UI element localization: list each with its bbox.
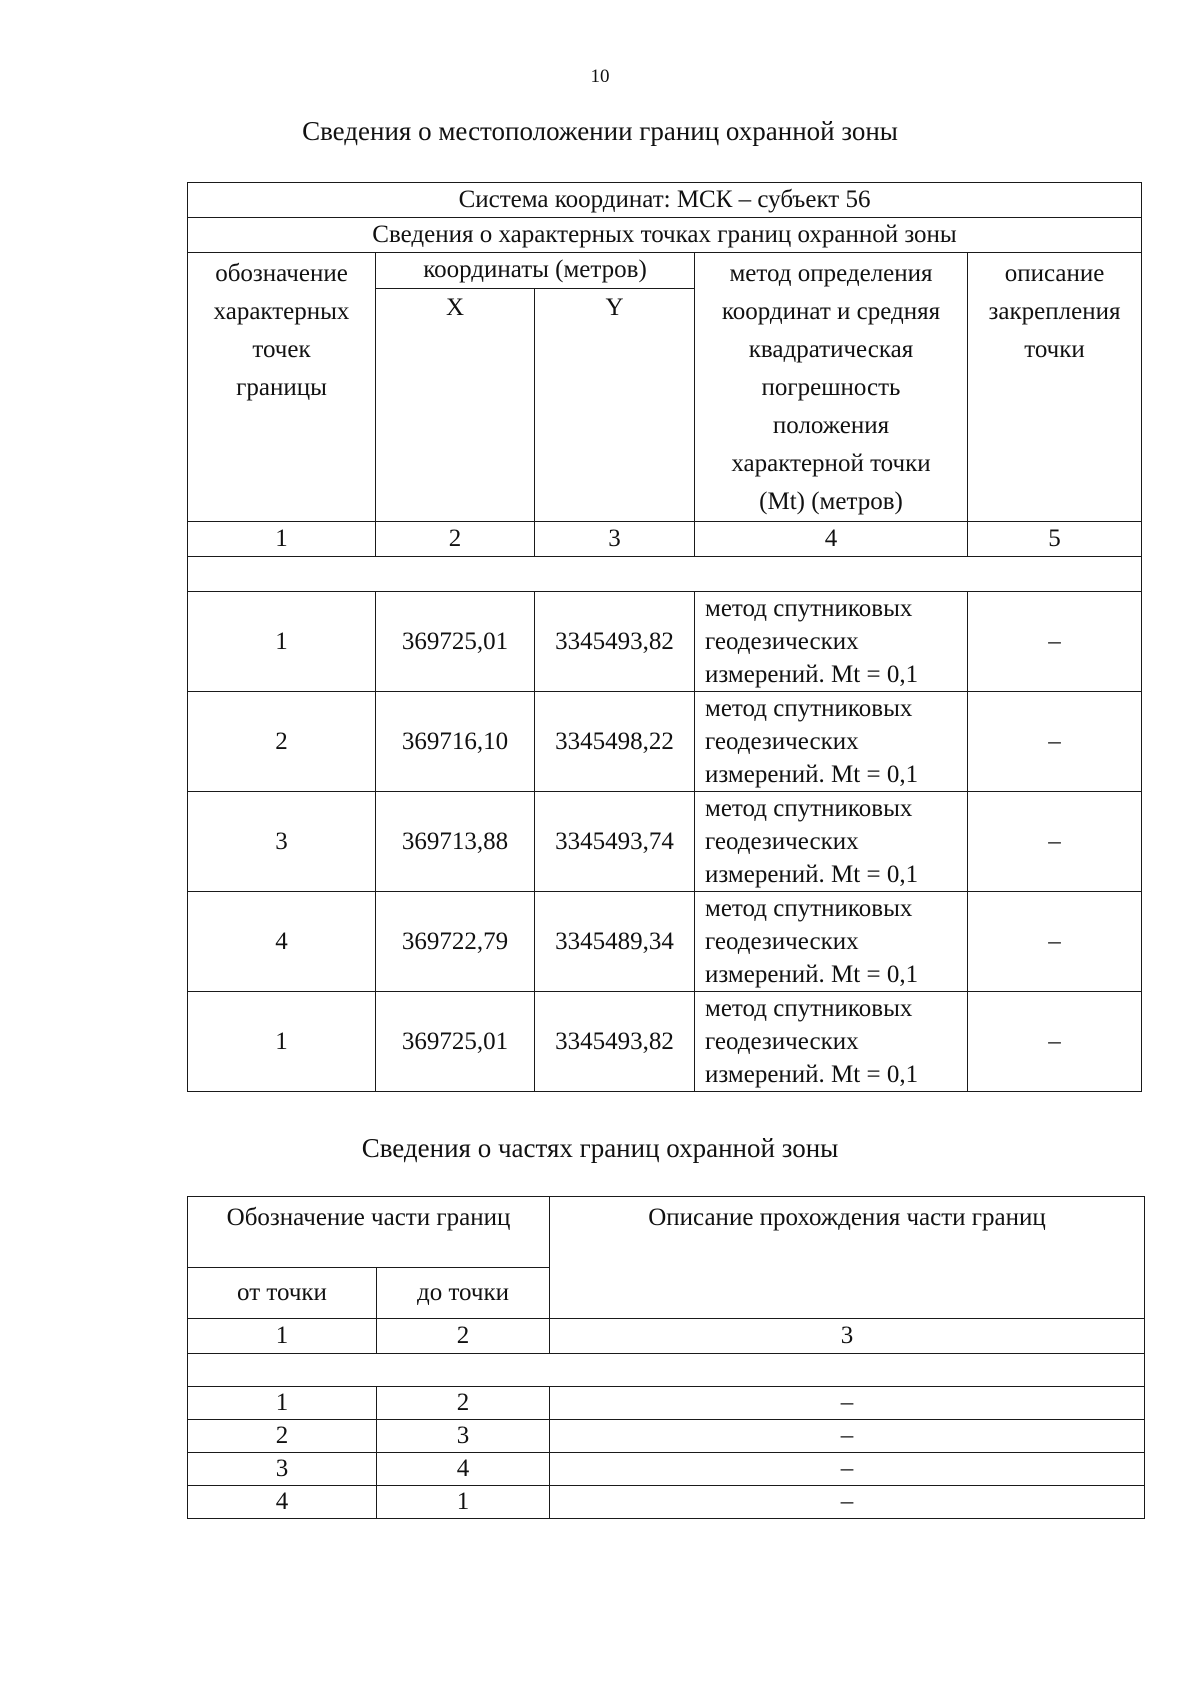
- header-fixing-line: точки: [1024, 336, 1085, 363]
- y-coordinate: 3345493,82: [535, 592, 695, 692]
- table-row: [188, 1387, 1145, 1420]
- column-number: 1: [188, 522, 376, 557]
- column-number: 5: [968, 522, 1142, 557]
- header-designation-line: характерных: [213, 298, 350, 325]
- header-y: Y: [535, 288, 695, 521]
- method-cell: [695, 792, 968, 892]
- y-coordinate: 3345498,22: [535, 692, 695, 792]
- fixing-description: –: [968, 892, 1142, 992]
- header-method-line: характерной точки: [731, 450, 931, 477]
- fixing-description: –: [968, 592, 1142, 692]
- from-point: 4: [188, 1486, 377, 1519]
- x-coordinate: 369713,88: [376, 792, 535, 892]
- method-line: метод спутниковых: [705, 695, 913, 722]
- from-point: 1: [188, 1387, 377, 1420]
- header-method-line: погрешность: [761, 374, 901, 401]
- table-row: [188, 1453, 1145, 1486]
- header-method-line: координат и средняя: [721, 298, 941, 325]
- header-method-line: квадратическая: [748, 336, 914, 363]
- to-point: 2: [377, 1387, 550, 1420]
- part-description: –: [550, 1420, 1145, 1453]
- method-line: геодезических: [705, 928, 859, 955]
- method-line: геодезических: [705, 1028, 859, 1055]
- point-number: 4: [188, 892, 376, 992]
- method-cell: [695, 992, 968, 1092]
- point-number: 2: [188, 692, 376, 792]
- boundary-points-table: [187, 182, 1142, 1092]
- table-row: [188, 892, 1142, 992]
- header-fixing: [968, 253, 1142, 522]
- x-coordinate: 369725,01: [376, 992, 535, 1092]
- empty-row: [188, 557, 1142, 592]
- x-coordinate: 369716,10: [376, 692, 535, 792]
- from-point: 2: [188, 1420, 377, 1453]
- method-cell: [695, 592, 968, 692]
- y-coordinate: 3345489,34: [535, 892, 695, 992]
- table-row: [188, 1420, 1145, 1453]
- y-coordinate: 3345493,74: [535, 792, 695, 892]
- part-description: –: [550, 1486, 1145, 1519]
- header-from-point: от точки: [188, 1268, 377, 1319]
- method-line: измерений. Mt = 0,1: [705, 961, 919, 988]
- boundary-parts-table: [187, 1196, 1145, 1519]
- column-number: 3: [535, 522, 695, 557]
- section-title-boundaries: Сведения о местоположении границ охранной зоны: [302, 116, 898, 146]
- header-part-designation: Обозначение части границ: [188, 1197, 550, 1268]
- empty-row: [188, 1354, 1145, 1387]
- column-number: 4: [695, 522, 968, 557]
- method-line: геодезических: [705, 628, 859, 655]
- method-line: измерений. Mt = 0,1: [705, 661, 919, 688]
- header-method: [695, 253, 968, 522]
- header-part-description: Описание прохождения части границ: [550, 1197, 1145, 1319]
- method-cell: [695, 692, 968, 792]
- method-line: измерений. Mt = 0,1: [705, 761, 919, 788]
- point-number: 3: [188, 792, 376, 892]
- page-number: 10: [590, 66, 610, 87]
- fixing-description: –: [968, 792, 1142, 892]
- x-coordinate: 369722,79: [376, 892, 535, 992]
- to-point: 3: [377, 1420, 550, 1453]
- fixing-description: –: [968, 692, 1142, 792]
- method-line: геодезических: [705, 728, 859, 755]
- from-point: 3: [188, 1453, 377, 1486]
- header-method-line: метод определения: [729, 260, 933, 287]
- header-coordinates: координаты (метров): [376, 253, 695, 289]
- method-cell: [695, 892, 968, 992]
- header-method-line: положения: [772, 412, 890, 439]
- table-row: [188, 592, 1142, 692]
- header-designation-line: обозначение: [215, 260, 348, 287]
- header-designation: [188, 253, 376, 522]
- y-coordinate: 3345493,82: [535, 992, 695, 1092]
- method-line: измерений. Mt = 0,1: [705, 861, 919, 888]
- part-description: –: [550, 1453, 1145, 1486]
- part-description: –: [550, 1387, 1145, 1420]
- table-row: [188, 792, 1142, 892]
- column-number: 3: [550, 1319, 1145, 1354]
- method-line: геодезических: [705, 828, 859, 855]
- column-number: 2: [377, 1319, 550, 1354]
- method-line: измерений. Mt = 0,1: [705, 1061, 919, 1088]
- header-fixing-line: описание: [1004, 260, 1105, 287]
- coordinate-system-caption: Система координат: МСК – субъект 56: [188, 183, 1142, 218]
- header-designation-line: границы: [236, 374, 327, 401]
- method-line: метод спутниковых: [705, 595, 913, 622]
- header-method-line: (Mt) (метров): [759, 488, 903, 515]
- column-number: 2: [376, 522, 535, 557]
- points-caption: Сведения о характерных точках границ охранной зоны: [188, 218, 1142, 253]
- table-row: [188, 992, 1142, 1092]
- point-number: 1: [188, 592, 376, 692]
- header-fixing-line: закрепления: [988, 298, 1121, 325]
- to-point: 4: [377, 1453, 550, 1486]
- method-line: метод спутниковых: [705, 895, 913, 922]
- column-number: 1: [188, 1319, 377, 1354]
- header-to-point: до точки: [377, 1268, 550, 1319]
- header-designation-line: точек: [252, 336, 311, 363]
- x-coordinate: 369725,01: [376, 592, 535, 692]
- method-line: метод спутниковых: [705, 995, 913, 1022]
- table-row: [188, 1486, 1145, 1519]
- header-x: X: [376, 288, 535, 521]
- point-number: 1: [188, 992, 376, 1092]
- to-point: 1: [377, 1486, 550, 1519]
- method-line: метод спутниковых: [705, 795, 913, 822]
- section-title-parts: Сведения о частях границ охранной зоны: [361, 1133, 839, 1163]
- table-row: [188, 692, 1142, 792]
- fixing-description: –: [968, 992, 1142, 1092]
